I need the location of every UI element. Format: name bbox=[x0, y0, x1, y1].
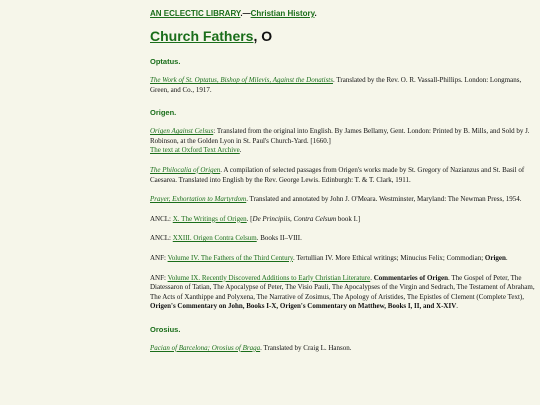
entry-link[interactable]: The Philocalia of Origen bbox=[150, 165, 221, 174]
entry-text: book I.] bbox=[336, 214, 361, 223]
breadcrumb-end: . bbox=[314, 9, 317, 18]
entry-text: . Tertullian IV. More Ethical writings; Minucius Felix; Commodian; bbox=[292, 253, 485, 262]
entry-bold-text: Origen's Commentary on John, Books I-X, Origen's Commentary on Matthew, Books I, II, and X-XIV bbox=[150, 302, 457, 311]
entry-link[interactable]: Volume IX. Recently Discovered Additions to Early Christian Literature bbox=[167, 273, 371, 282]
breadcrumb bbox=[150, 9, 540, 18]
entry-anf-iv bbox=[150, 254, 540, 264]
entry-text: . Books II–VIII. bbox=[256, 234, 302, 243]
page-title bbox=[150, 28, 540, 44]
entry-optatus-work bbox=[150, 76, 540, 95]
entry-link[interactable]: Prayer, Exhortation to Martyrdom bbox=[150, 195, 247, 204]
oxford-text-archive-link[interactable]: The text at Oxford Text Archive bbox=[150, 146, 240, 155]
section-heading-origen: Origen. bbox=[150, 108, 177, 118]
entry-text: . The Gospel of Peter, The Diatessaron of Tatian, The Apocalypse of Peter, The Visio Pauli, The Apocalypses of the Virgin and Sedrach, The Testament of Abraham, The Acts of Xanthippe and Polyxena, The Narrative of Zosimus, The Apology of Aristides, The Epistles of Clement (Complete Text), bbox=[150, 273, 535, 301]
entry-text: . Translated by Craig L. Hanson. bbox=[260, 343, 352, 352]
church-fathers-link[interactable]: Church Fathers bbox=[150, 28, 254, 44]
page bbox=[150, 0, 540, 354]
entry-pacian-orosius bbox=[150, 344, 540, 354]
entry-anf-ix bbox=[150, 274, 540, 312]
entry-text: : Translated from the original into English. By James Bellamy, Gent. London: Printed by B. Mills, and Sold by J. Robinson, at the Golden Lyon in St. Paul's Church-Yard. [1660.] bbox=[150, 127, 530, 145]
entry-text: . A compilation of selected passages from Origen's works made by St. Gregory of Nazianzus and St. Basil of Caesarea. Translated into English by the Rev. George Lewis. Edinburgh: T. & T. Clark, 1911. bbox=[150, 165, 525, 184]
entry-ancl-x bbox=[150, 215, 540, 225]
entry-philocalia bbox=[150, 166, 540, 185]
entry-prefix: ANF: bbox=[150, 273, 168, 282]
entry-prefix: ANCL: bbox=[150, 234, 173, 243]
page-title-suffix: , O bbox=[253, 28, 273, 44]
entry-origen-against-celsus bbox=[150, 127, 540, 156]
entry-text: . Translated by the Rev. O. R. Vassall-Phillips. London: Longmans, Green, and Co., 1917. bbox=[150, 76, 522, 94]
entry-ancl-xxiii bbox=[150, 234, 540, 244]
entry-prefix: ANF: bbox=[150, 253, 168, 262]
entry-link[interactable]: The Work of St. Optatus, Bishop of Milevis, Against the Donatists bbox=[150, 76, 333, 84]
entry-link[interactable]: X. The Writings of Origen bbox=[172, 214, 247, 223]
entry-end: . bbox=[239, 146, 242, 155]
entry-end: . bbox=[505, 253, 508, 262]
entry-text: . bbox=[370, 273, 374, 282]
entry-prayer-martyrdom bbox=[150, 195, 540, 205]
library-link[interactable]: AN ECLECTIC LIBRARY bbox=[150, 9, 241, 18]
entry-bold-text: Origen bbox=[484, 253, 506, 262]
entry-text: . Translated and annotated by John J. O'Meara. Westminster, Maryland: The Newman Press, 1954. bbox=[246, 195, 522, 204]
entry-link[interactable]: XXIII. Origen Contra Celsum bbox=[172, 234, 257, 243]
entry-italic-text: De Principiis, Contra Celsum bbox=[252, 214, 337, 223]
entry-text: . [ bbox=[246, 214, 253, 223]
entry-bold-text: Commentaries of Origen bbox=[373, 273, 448, 282]
section-heading-orosius: Orosius. bbox=[150, 324, 181, 334]
entry-link[interactable]: Volume IV. The Fathers of the Third Century bbox=[167, 253, 293, 262]
entry-prefix: ANCL: bbox=[150, 214, 173, 223]
breadcrumb-separator: .— bbox=[240, 9, 251, 18]
entry-end: . bbox=[456, 302, 459, 311]
christian-history-link[interactable]: Christian History bbox=[250, 9, 315, 18]
entry-link[interactable]: Pacian of Barcelona; Orosius of Braga bbox=[150, 343, 261, 352]
entry-link[interactable]: Origen Against Celsus bbox=[150, 127, 214, 136]
section-heading-optatus: Optatus. bbox=[150, 57, 181, 66]
